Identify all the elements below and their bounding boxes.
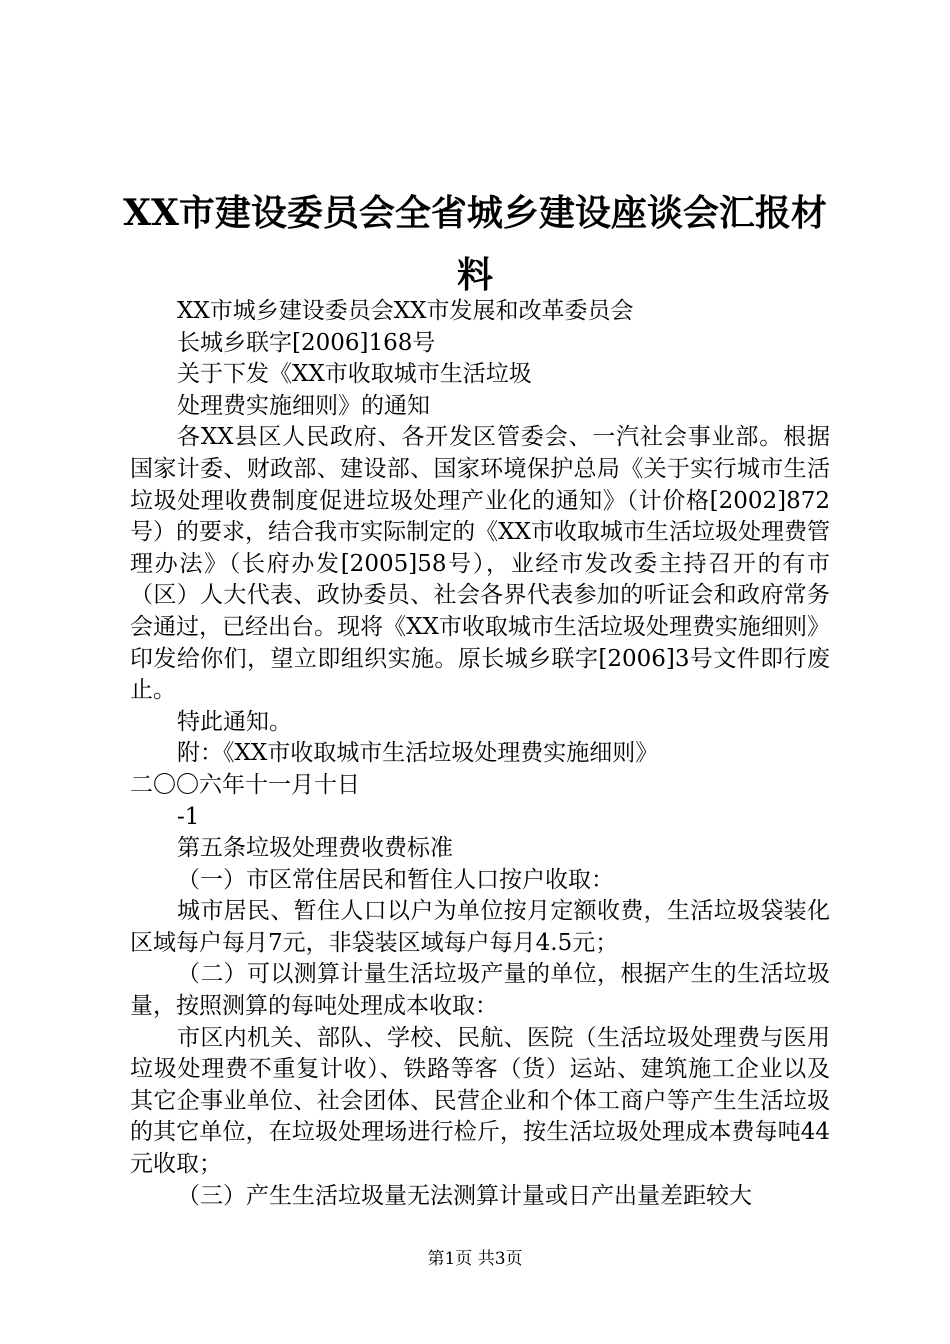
clause-2-body: 市区内机关、部队、学校、民航、医院（生活垃圾处理费与医用垃圾处理费不重复计收）、铁路等客（货）运站、建筑施工企业以及其它企事业单位、社会团体、民营企业和个体工商户等产生生活垃圾的其它单位，在垃圾处理场进行检斤，按生活垃圾处理成本费每吨44元收取； [130, 1024, 830, 1178]
issuer-line: XX市城乡建设委员会XX市发展和改革委员会 [177, 298, 634, 324]
clause-3-heading: （三）产生生活垃圾量无法测算计量或日产出量差距较大 [177, 1182, 752, 1209]
clause-1-body: 城市居民、暂住人口以户为单位按月定额收费，生活垃圾袋装化区域每户每月7元，非袋装区域每户每月4.5元； [130, 898, 830, 956]
date-line: 二〇〇六年十一月十日 [130, 771, 360, 798]
document-body [130, 296, 830, 1212]
notice-heading-line-2: 处理费实施细则》的通知 [177, 392, 430, 419]
clause-2-heading: （二）可以测算计量生活垃圾产量的单位，根据产生的生活垃圾量，按照测算的每吨处理成本收取： [130, 961, 830, 1020]
closing-line: 特此通知。 [177, 708, 292, 735]
notice-body-paragraph: 各XX县区人民政府、各开发区管委会、一汽社会事业部。根据国家计委、财政部、建设部、国家环境保护总局《关于实行城市生活垃圾处理收费制度促进垃圾处理产业化的通知》（计价格[2002]872号）的要求，结合我市实际制定的《XX市收取城市生活垃圾处理费管理办法》（长府办发[2005]58号），业经市发改委主持召开的有市（区）人大代表、政协委员、社会各界代表参加的听证会和政府常务会通过，已经出台。现将《XX市收取城市生活垃圾处理费实施细则》印发给你们，望立即组织实施。原长城乡联字[2006]3号文件即行废止。 [130, 424, 830, 704]
attachment-line: 附：《XX市收取城市生活垃圾处理费实施细则》 [177, 740, 659, 767]
clause-1-heading: （一）市区常住居民和暂住人口按户收取： [177, 866, 614, 893]
article-heading: 第五条垃圾处理费收费标准 [177, 835, 453, 862]
document-number: 长城乡联字[2006]168号 [177, 329, 436, 356]
notice-heading-line-1: 关于下发《XX市收取城市生活垃圾 [177, 361, 532, 388]
document-title: XX市建设委员会全省城乡建设座谈会汇报材料 [123, 192, 827, 296]
page-footer: 第1页 共3页 [427, 1249, 523, 1269]
section-marker: -1 [177, 803, 200, 830]
